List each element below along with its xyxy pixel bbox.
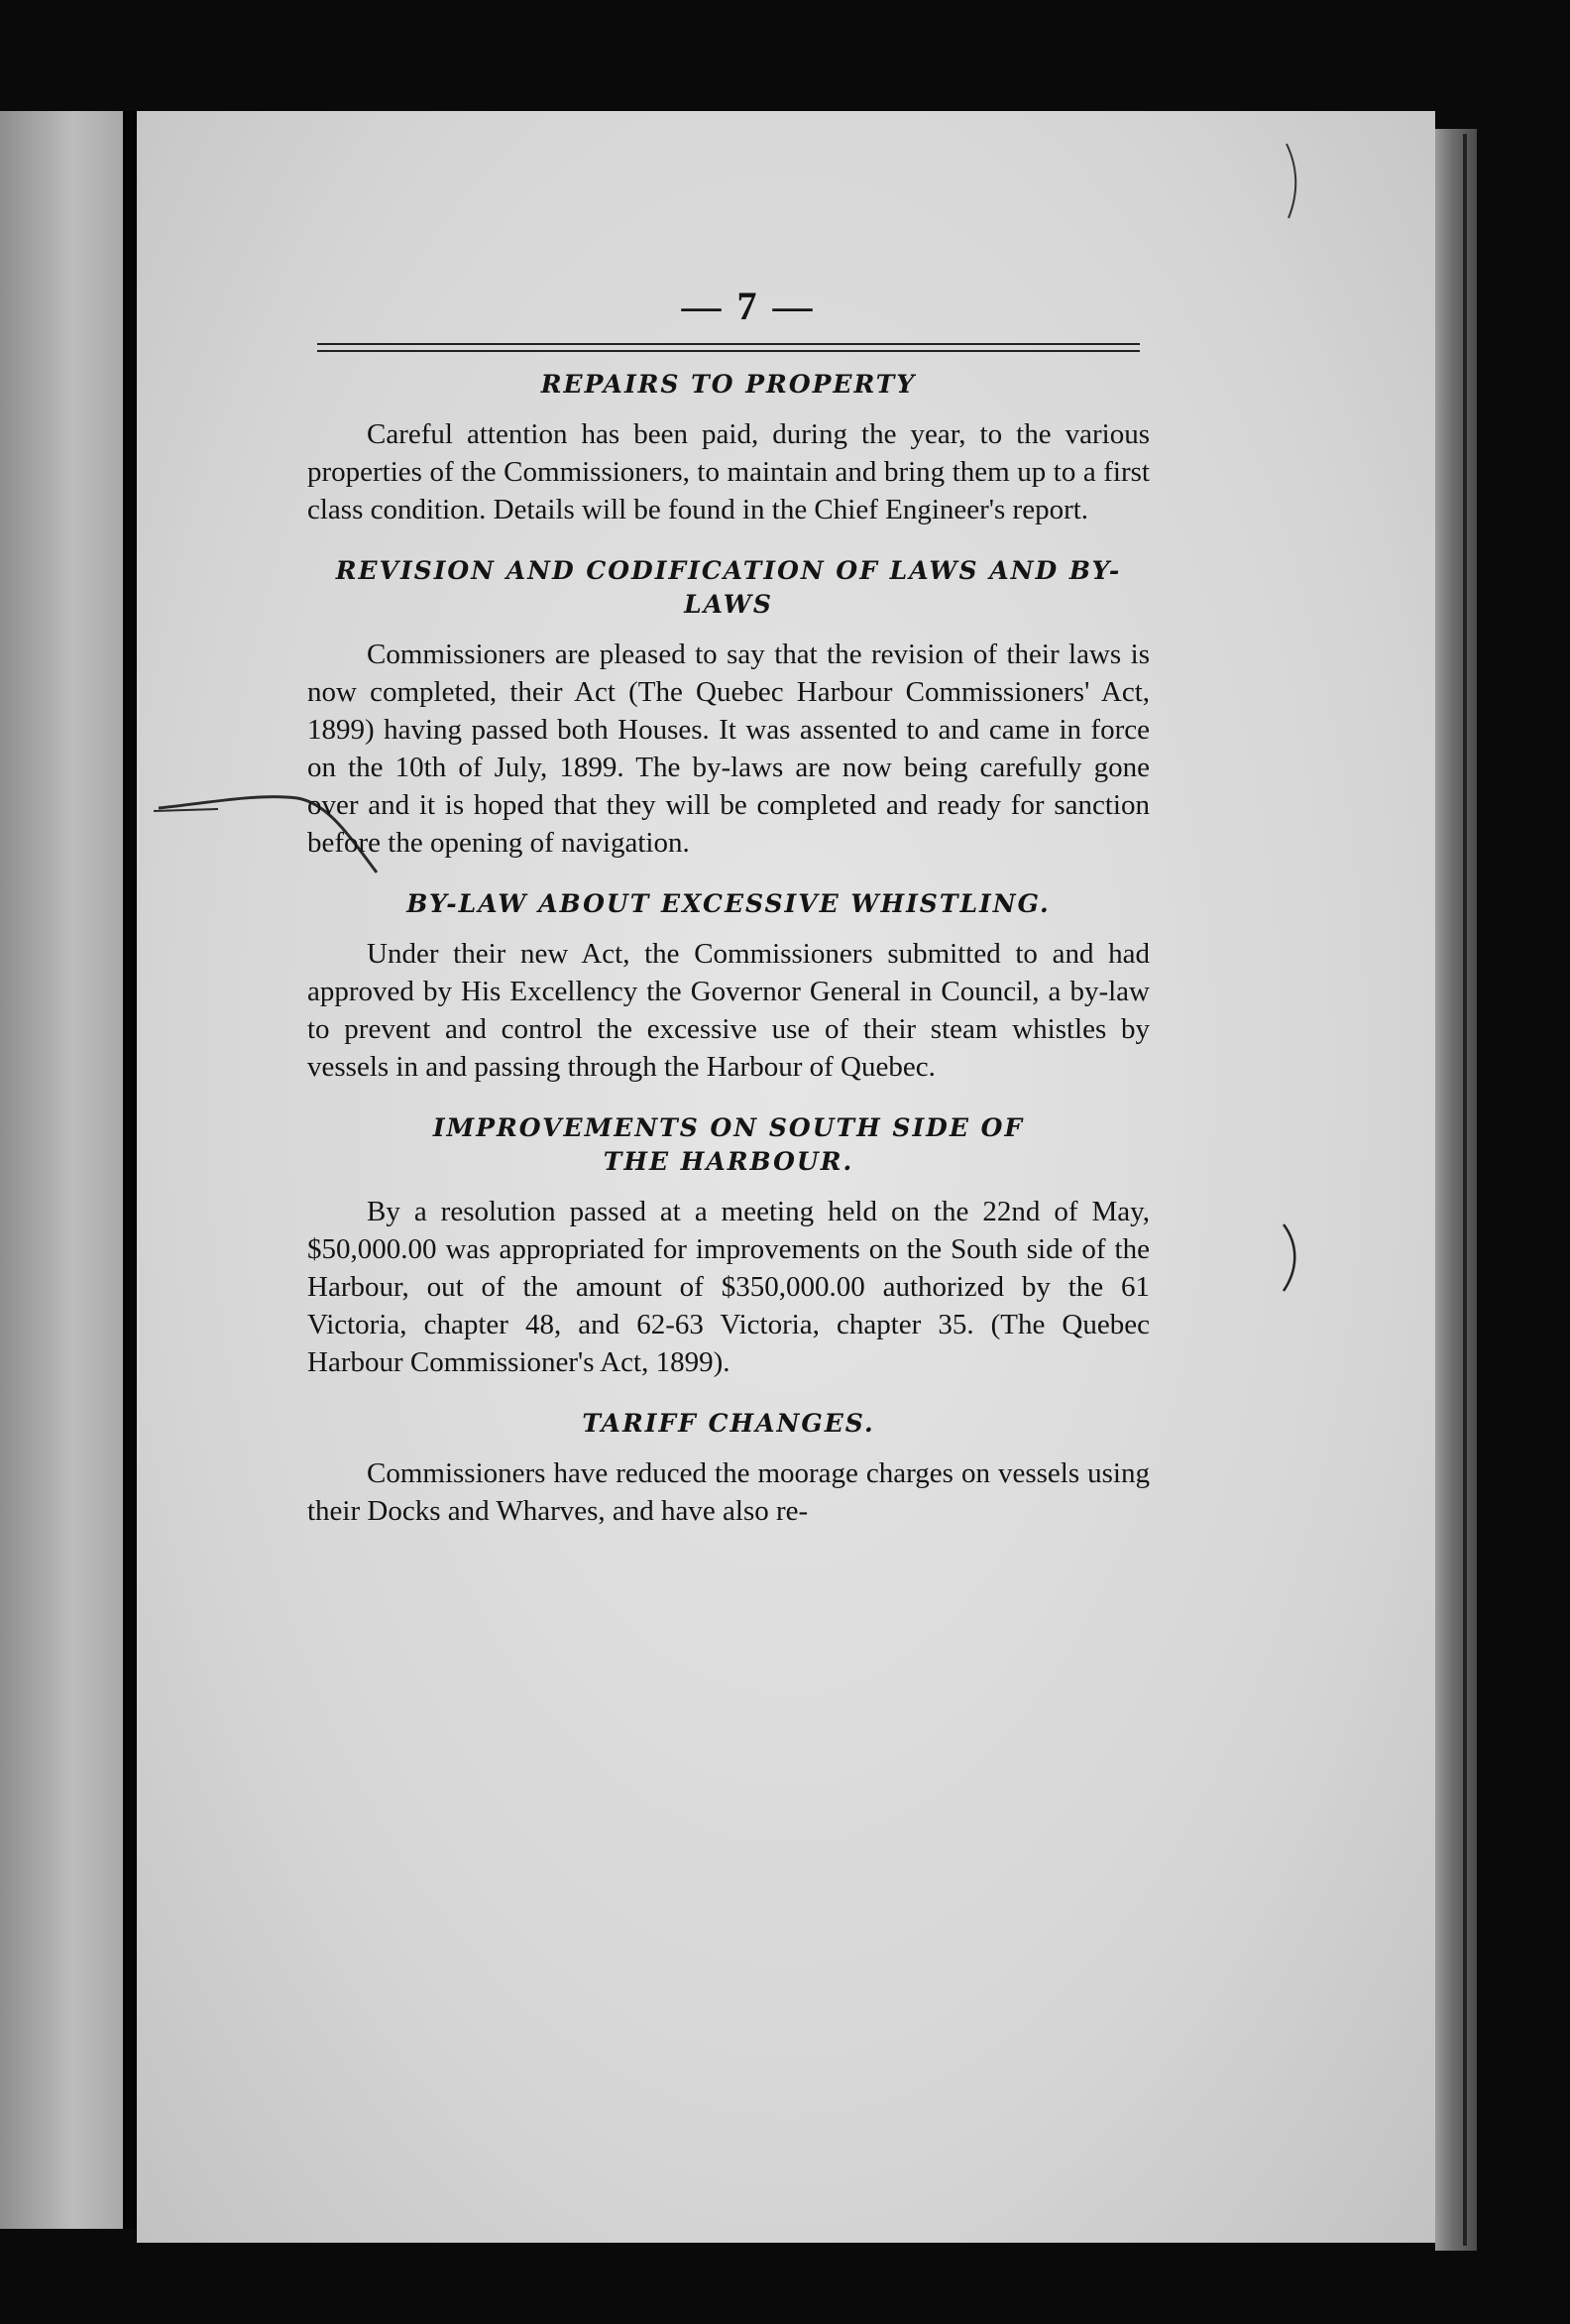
- section-heading-repairs: REPAIRS TO PROPERTY: [540, 370, 917, 399]
- page-edge-shadow: [1463, 134, 1467, 2246]
- section-body-tariff: Commissioners have reduced the moorage charges on vessels using their Docks and Wharves, and have also re-: [307, 1457, 1150, 1527]
- margin-bracket-top: [1279, 139, 1308, 228]
- section-heading-tariff: TARIFF CHANGES.: [582, 1409, 875, 1438]
- page-stack-edge: [1435, 129, 1477, 2251]
- page-number: — 7 —: [681, 284, 816, 328]
- book-gutter: [123, 111, 137, 2229]
- section-body-repairs: Careful attention has been paid, during the year, to the various properties of the Commissioners, to maintain and bring them up to a first class condition. Details will be found in the Chief Engineer's report.: [307, 418, 1150, 525]
- page-content: [307, 284, 1150, 1556]
- section-body-whistling: Under their new Act, the Commissioners submitted to and had approved by His Excellency the Governor General in Council, a by-law to prevent and control the excessive use of their steam whistles by vessels in and passing through the Harbour of Quebec.: [307, 938, 1150, 1083]
- section-heading-revision: REVISION AND CODIFICATION OF LAWS AND BY-LAWS: [335, 556, 1122, 619]
- margin-bracket-right: [1279, 1220, 1308, 1299]
- facing-page-edge: [0, 111, 123, 2229]
- section-body-improvements: By a resolution passed at a meeting held on the 22nd of May, $50,000.00 was appropriated for improvements on the South side of the Harbour, out of the amount of $350,000.00 authorized by the 61 Victoria, chapter 48, and 62-63 Victoria, chapter 35. (The Quebec Harbour Commissioner's Act, 1899).: [307, 1196, 1150, 1378]
- section-heading-whistling: BY-LAW ABOUT EXCESSIVE WHISTLING.: [406, 889, 1051, 918]
- header-double-rule: [317, 343, 1140, 352]
- section-heading-improvements: IMPROVEMENTS ON SOUTH SIDE OF THE HARBOUR.: [432, 1113, 1025, 1176]
- section-body-revision: Commissioners are pleased to say that the revision of their laws is now completed, their Act (The Quebec Harbour Commissioners' Act, 1899) having passed both Houses. It was assented to and came in force on the 10th of July, 1899. The by-laws are now being carefully gone over and it is hoped that they will be completed and ready for sanction before the opening of navigation.: [307, 639, 1150, 859]
